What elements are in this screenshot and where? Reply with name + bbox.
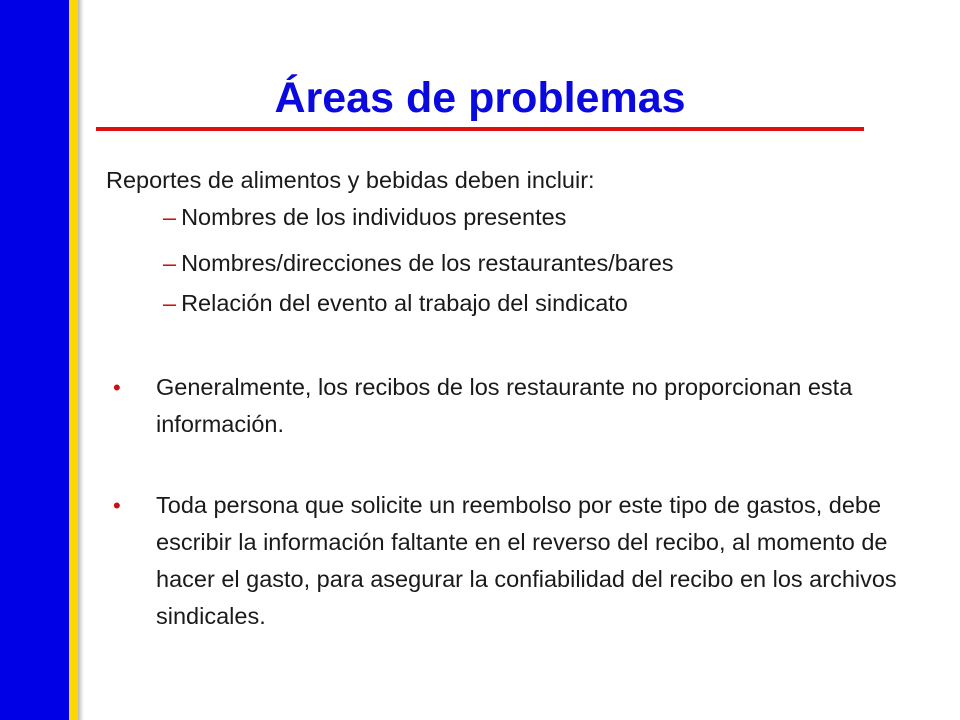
bullet-marker: •: [113, 375, 121, 400]
sub-item-text: Nombres de los individuos presentes: [181, 204, 567, 230]
bullet-text: Generalmente, los recibos de los restaurante no proporcionan esta información.: [156, 374, 853, 437]
sub-item-text: Nombres/direcciones de los restaurantes/bares: [181, 250, 674, 276]
dash-marker: –: [163, 250, 177, 276]
bullet-item: [113, 369, 913, 443]
left-bar-shadow: [78, 0, 84, 720]
bullet-text: Toda persona que solicite un reembolso por este tipo de gastos, debe escribir la información faltante en el reverso del recibo, al momento de hacer el gasto, para asegurar la confiabilidad del recibo en los archivos sindicales.: [156, 492, 897, 629]
bullet-item: [113, 487, 913, 635]
sub-item: [163, 245, 674, 282]
sub-item: [163, 285, 628, 322]
bullet-marker: •: [113, 493, 121, 518]
dash-marker: –: [163, 204, 177, 230]
dash-marker: –: [163, 290, 177, 316]
slide-title: Áreas de problemas: [274, 74, 686, 122]
intro-text: Reportes de alimentos y bebidas deben incluir:: [106, 167, 595, 193]
sub-item-text: Relación del evento al trabajo del sindicato: [181, 290, 628, 316]
left-blue-bar: [0, 0, 69, 720]
title-underline: [96, 127, 864, 131]
left-yellow-stripe: [69, 0, 78, 720]
sub-item: [163, 199, 566, 236]
